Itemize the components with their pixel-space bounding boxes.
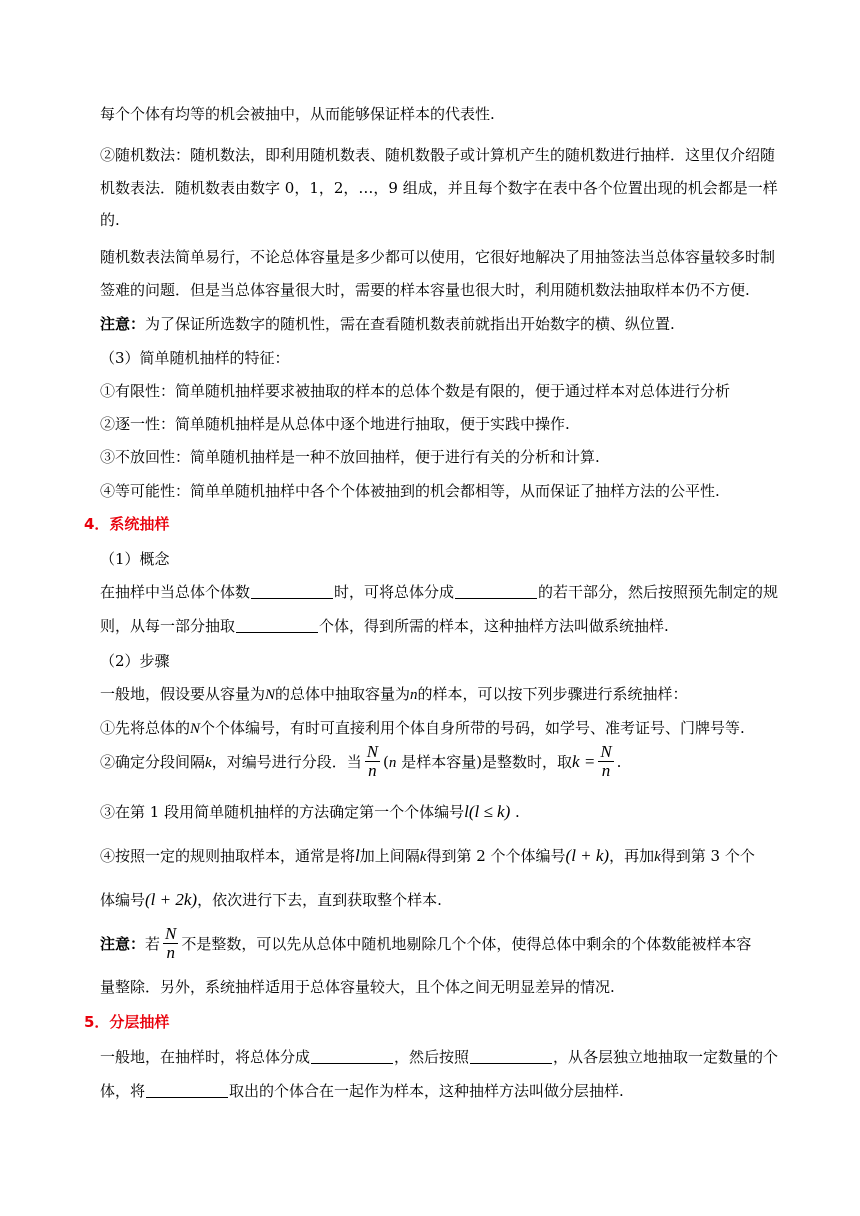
step-2: ②确定分段间隔k，对编号进行分段．当 $\frac{N}{n}$ (n 是样本容量)是整数时，取k = $\frac{N}{n}$ . <box>100 741 622 780</box>
feature-equal-probability: ④等可能性：简单单随机抽样中各个个体被抽到的机会都相等，从而保证了抽样方法的公平性. <box>100 482 720 500</box>
random-number-method-line-1: ②随机数法：随机数法，即利用随机数表、随机数骰子或计算机产生的随机数进行抽样．这里仅介绍随 <box>100 146 776 164</box>
fraction-N-over-n: $\frac{N}{n}$ <box>600 741 612 780</box>
feature-one-by-one: ②逐一性：简单随机抽样是从总体中逐个地进行抽取，便于实践中操作. <box>100 415 570 433</box>
fraction-N-over-n: $\frac{N}{n}$ <box>366 741 379 780</box>
heading-stratified-sampling: 5．分层抽样 <box>84 1013 170 1031</box>
concept-line-1: 在抽样中当总体个体数 时，可将总体分成 的若干部分，然后按照预先制定的规 <box>100 583 779 601</box>
step-4-line-1: ④按照一定的规则抽取样本，通常是将l加上间隔k得到第 2 个个体编号(l + k)，再加k得到第 3 个个 <box>100 846 755 865</box>
stratified-line-2: 体，将 取出的个体合在一起作为样本，这种抽样方法叫做分层抽样. <box>100 1082 624 1100</box>
random-table-paragraph-line-2: 签难的问题．但是当总体容量很大时，需要的样本容量也很大时，利用随机数法抽取样本仍不方便. <box>100 281 750 299</box>
section-3-title: （3）简单随机抽样的特征： <box>100 349 290 367</box>
subheading-concept: （1）概念 <box>100 550 170 568</box>
note-label: 注意： <box>100 935 146 953</box>
concept-line-2: 则，从每一部分抽取 个体，得到所需的样本，这种抽样方法叫做系统抽样. <box>100 617 669 635</box>
fill-blank <box>251 584 333 599</box>
paragraph-representativeness: 每个个体有均等的机会被抽中，从而能够保证样本的代表性. <box>100 105 495 123</box>
random-table-paragraph-line-1: 随机数表法简单易行，不论总体容量是多少都可以使用，它很好地解决了用抽签法当总体容量较多时制 <box>100 248 776 266</box>
fill-blank <box>470 1049 552 1064</box>
step-1: ①先将总体的N个个体编号，有时可直接利用个体自身所带的号码，如学号、准考证号、门牌号等. <box>100 719 745 737</box>
note-random-table <box>100 314 800 334</box>
fill-blank <box>311 1049 393 1064</box>
fraction-N-over-n: $\frac{N}{n}$ <box>165 923 177 962</box>
fill-blank <box>236 618 318 633</box>
step-3: ③在第 1 段用简单随机抽样的方法确定第一个个体编号l(l ≤ k) . <box>100 802 520 821</box>
feature-no-replacement: ③不放回性：简单随机抽样是一种不放回抽样，便于进行有关的分析和计算. <box>100 448 600 466</box>
heading-systematic-sampling: 4．系统抽样 <box>84 515 170 533</box>
steps-intro: 一般地，假设要从容量为N的总体中抽取容量为n的样本，可以按下列步骤进行系统抽样： <box>100 685 688 703</box>
note-label: 注意： <box>100 315 146 333</box>
note-systematic-line-2: 量整除．另外，系统抽样适用于总体容量较大，且个体之间无明显差异的情况. <box>100 978 615 996</box>
random-number-method-line-3: 的. <box>100 211 120 229</box>
fill-blank <box>455 584 537 599</box>
feature-finite: ①有限性：简单随机抽样要求被抽取的样本的总体个数是有限的，便于通过样本对总体进行分析 <box>100 382 731 400</box>
stratified-line-1: 一般地，在抽样时，将总体分成 ，然后按照 ，从各层独立地抽取一定数量的个 <box>100 1048 779 1066</box>
fill-blank <box>146 1083 228 1098</box>
note-text: 为了保证所选数字的随机性，需在查看随机数表前就指出开始数字的横、纵位置. <box>145 315 675 333</box>
subheading-steps: （2）步骤 <box>100 652 170 670</box>
step-4-line-2: 体编号(l + 2k)，依次进行下去，直到获取整个样本. <box>100 890 442 909</box>
note-systematic-line-1: 注意：若 $\frac{N}{n}$ 不是整数，可以先从总体中随机地剔除几个个体，使得总体中剩余的个体数能被样本容 <box>100 923 752 962</box>
random-number-method-line-2: 机数表法．随机数表由数字 0，1，2，…，9 组成，并且每个数字在表中各个位置出现的机会都是一样 <box>100 179 778 197</box>
